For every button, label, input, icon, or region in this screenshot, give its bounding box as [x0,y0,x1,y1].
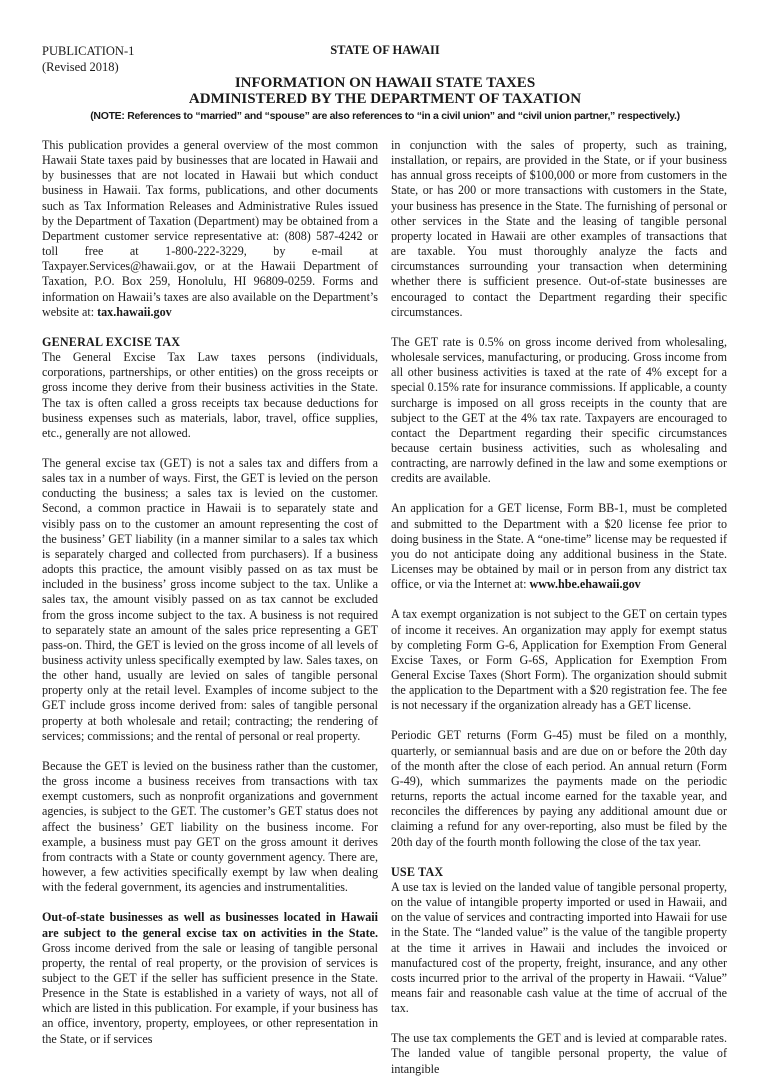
document-title [0,75,770,107]
state-heading: STATE OF HAWAII [330,43,440,57]
get-section-heading: GENERAL EXCISE TAX [42,334,181,349]
license-paragraph: An application for a GET license, Form BB-1, must be completed and submitted to the Department with a $20 license fee prior to doing business in the State. A “one-time” license may be requested if you do not anticipate doing any additional business in the State. Licenses may be obtained by mail or in person from any district tax office, or via the Internet at: www.hbe.ehawaii.gov [391,501,727,592]
use-tax-heading: USE TAX [391,864,444,879]
get-paragraph-4: Out-of-state businesses as well as businesses located in Hawaii are subject to the general excise tax on activities in the State. Gross income derived from the sale or leasing of tangible personal property, the rental of real property, or the provision of services is subject to the GET if the seller has sufficient presence in the State. Presence in the State is established in a variety of ways, not all of which are listed in this publication. For example, if your business has an office, inventory, property, employees, or other representation in the State, or if services [42,910,378,1046]
use-tax-paragraph-2: The use tax complements the GET and is levied at comparable rates. The landed value of tangible personal property, the value of intangible [391,1031,727,1076]
publication-revised: (Revised 2018) [42,60,119,74]
website-link[interactable]: tax.hawaii.gov [97,304,172,319]
title-line-1: INFORMATION ON HAWAII STATE TAXES [234,75,536,91]
use-tax-paragraph-1: A use tax is levied on the landed value of tangible personal property, on the value of intangible property imported or used in Hawaii, and on the value of services and contracting imported into Hawaii for use in the State. The “landed value” is the value of the tangible property at the time it arrives in Hawaii and includes the invoiced or manufactured cost of the property, freight, insurance, and any other costs incurred prior to the arrival of the property in Hawaii. “Value” means fair and reasonable cash value at the time of accrual of the tax. [391,879,727,1016]
title-line-2: ADMINISTERED BY THE DEPARTMENT OF TAXATION [188,91,582,107]
right-column [391,138,727,1092]
intro-paragraph: This publication provides a general overview of the most common Hawaii State taxes paid by businesses that are located in Hawaii and by businesses that are not located in Hawaii but which conduct business in Hawaii. Tax forms, publications, and other documents such as Tax Information Releases and Administrative Rules issued by the Department of Taxation (Department) may be obtained from a Department customer service representative at: (808) 587-4242 or toll free at 1-800-222-3229, by e-mail at Taxpayer.Services@hawaii.gov, or at the Hawaii Department of Taxation, P.O. Box 259, Honolulu, HI 96809-0259. Forms and information on Hawaii’s taxes are also available on the Department’s website at: tax.hawaii.gov [42,138,378,319]
get-paragraph-3: Because the GET is levied on the business rather than the customer, the gross income a business receives from transactions with tax exempt customers, such as nonprofit organizations and government agencies, is subject to the GET. The customer’s GET status does not affect the business’ GET liability on the business income. For example, a business must pay GET on the gross amount it derives from contracts with a State or county government agency. There are, however, a few activities specifically exempt by law when dealing with the federal government, its agencies and instrumentalities. [42,758,378,895]
get-paragraph-2: The general excise tax (GET) is not a sales tax and differs from a sales tax in a number of ways. First, the GET is levied on the person conducting the business; a sales tax is levied on the customer. Second, a common practice in Hawaii is to separately state and visibly pass on to the customer an amount representing the cost of the business’ GET liability (in a manner similar to a sales tax which is separately charged and collected from purchasers). If a business adopts this practice, the amount visibly passed on as tax must be included in the business’ gross income subject to the tax. Unlike a sales tax, the amount visibly passed on as tax cannot be excluded from the gross income subject to the tax. A business is not required to separately state an amount of the sales price representing a GET pass-on. Third, the GET is levied on the gross income of all levels of business activity unless specifically exempted by law. Sales taxes, on the other hand, usually are levied on sales of tangible personal property only at the retail level. Examples of income subject to the GET include gross income derived from: sales of tangible personal property at both wholesale and retail; contracting; the rendering of services; commissions; and the rental of personal or real property. [42,455,378,743]
terminology-note: (NOTE: References to “married” and “spouse” are also references to “in a civil union” and “civil union partner,” respectively.) [90,110,680,122]
presence-paragraph: in conjunction with the sales of property, such as training, installation, or repairs, are provided in the State, or if your business has annual gross receipts of $100,000 or more from customers in the State, or has 200 or more transactions with customers in the State, your business has presence in the State. The furnishing of personal or other services in the State and the leasing of tangible personal property located in Hawaii are other examples of transactions that are taxable. You must thoroughly analyze the facts and circumstances surrounding your transaction when determining whether there is sufficient presence. Out-of-state businesses are encouraged to contact the Department regarding their specific circumstances. [391,138,727,319]
left-column [42,138,378,1062]
publication-number: PUBLICATION-1 [42,44,135,58]
get-paragraph-1: The General Excise Tax Law taxes persons (individuals, corporations, partnerships, or other entities) on the gross receipts or gross income they derive from their business activities in the State. The tax is often called a gross receipts tax because deductions for business expenses such as materials, labor, travel, office supplies, etc., generally are not allowed. [42,350,378,440]
exempt-org-paragraph: A tax exempt organization is not subject to the GET on certain types of income it receives. An organization may apply for exempt status by completing Form G-6, Application for Exemption From General Excise Taxes, or Form G-6S, Application for Exemption From General Excise Taxes (Short Form). The organization should submit the application to the Department with a $20 registration fee. The fee is not necessary if the organization already has a GET license. [391,607,727,713]
periodic-returns-paragraph: Periodic GET returns (Form G-45) must be filed on a monthly, quarterly, or semiannual basis and are due on or before the 20th day of the month after the close of each period. An annual return (Form G-49), which summarizes the payments made on the periodic returns, reports the actual income earned for the taxable year, and reconciles the differences by paying any additional amount due or claiming a refund for any over-reporting, also must be filed by the 20th day of the fourth month following the close of the tax year. [391,728,727,849]
get-rate-paragraph: The GET rate is 0.5% on gross income derived from wholesaling, wholesale services, manufacturing, or producing. Gross income from all other business activities is taxed at the rate of 4% except for a special 0.15% rate for insurance commissions. If applicable, a county surcharge is imposed on all gross receipts in the county that are subject to the GET at the 4% tax rate. Taxpayers are encouraged to contact the Department regarding their specific circumstances because certain business activities, such as wholesaling and contracting, are narrowly defined in the law and some exemptions or credits are available. [391,334,727,486]
license-website-link[interactable]: www.hbe.ehawaii.gov [529,577,641,592]
